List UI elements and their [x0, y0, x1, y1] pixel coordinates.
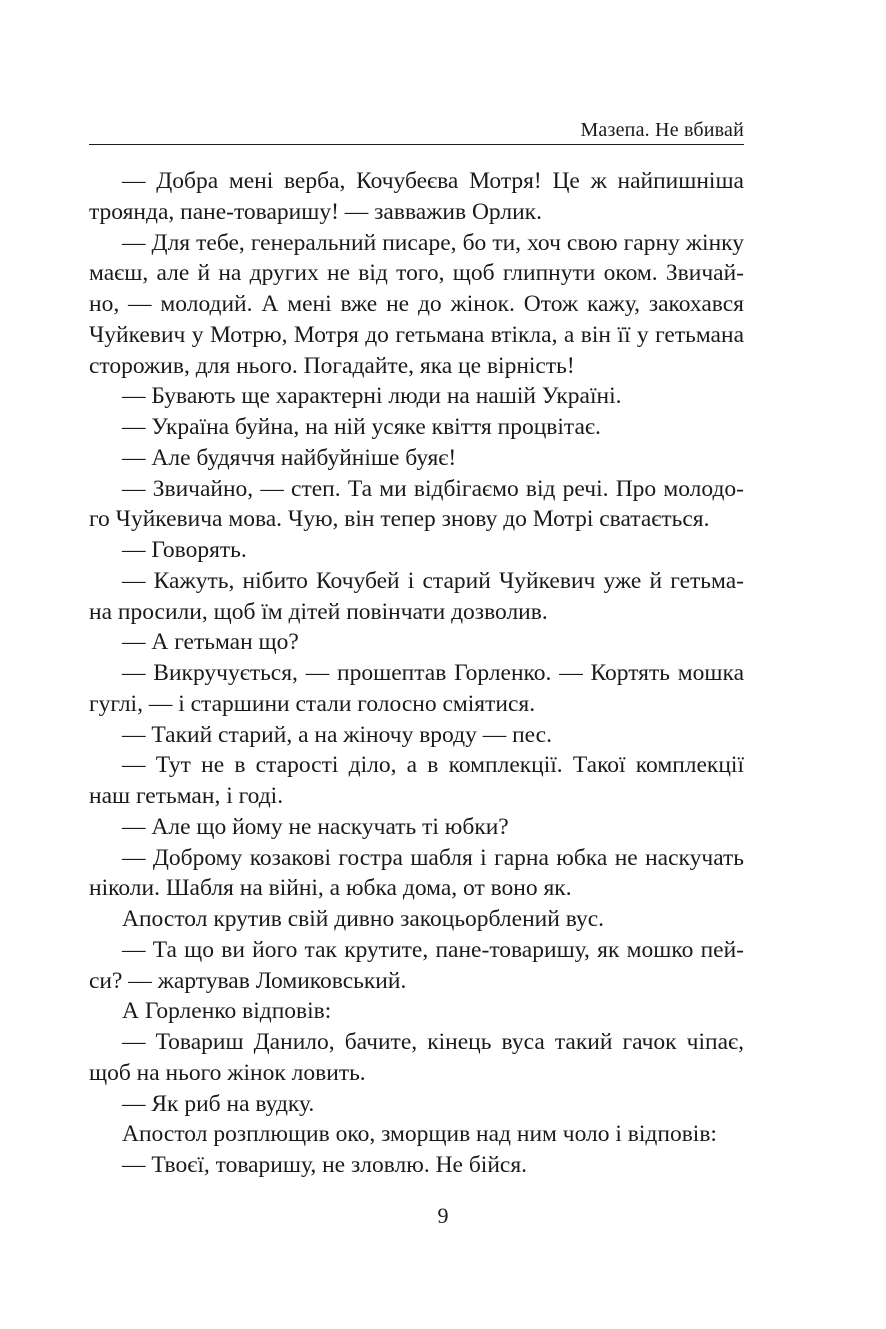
text-line: троянда, пане-товаришу! — завважив Орлик.	[89, 198, 542, 225]
text-line: — Та що ви його так крутите, пане-товаришу, як мошко пей-	[122, 936, 744, 963]
body-text	[89, 166, 744, 1181]
text-line: — Доброму козакові гостра шабля і гарна юбка не наскучать	[122, 844, 744, 871]
text-line: — Такий старий, а на жіночу вроду — пес.	[122, 721, 552, 748]
text-line: но, — молодий. А мені вже не до жінок. Отож кажу, закохався	[89, 291, 744, 317]
text-line: — Тут не в старості діло, а в комплекції. Такої комплекції	[122, 752, 744, 779]
page-number: 9	[437, 1203, 449, 1228]
text-line: Чуйкевич у Мотрю, Мотря до гетьмана втікла, а він її у гетьмана	[89, 321, 744, 348]
text-line: — Говорять.	[122, 537, 247, 563]
running-header	[89, 117, 744, 145]
text-line: си? — жартував Ломиковський.	[89, 967, 407, 994]
text-line: го Чуйкевича мова. Чую, він тепер знову до Мотрі сватається.	[89, 506, 710, 533]
text-line: сторожив, для нього. Погадайте, яка це вірність!	[89, 352, 575, 379]
text-line: — Звичайно, — степ. Та ми відбігаємо від речі. Про молодо-	[122, 475, 744, 502]
text-line: щоб на нього жінок ловить.	[89, 1059, 366, 1086]
text-line: А Горленко відповів:	[122, 998, 332, 1025]
running-header-title: Мазепа. Не вбивай	[580, 119, 744, 141]
text-line: маєш, але й на других не від того, щоб глипнути оком. Звичай-	[89, 260, 744, 287]
text-line: — Викручується, — прошептав Горленко. — Кортять мошка	[122, 660, 744, 686]
text-line: гуглі, — і старшини стали голосно сміятися.	[89, 690, 536, 717]
text-line: — Кажуть, нібито Кочубей і старий Чуйкевич уже й гетьма-	[122, 567, 744, 594]
text-line: наш гетьман, і годі.	[89, 783, 284, 809]
text-line: — Для тебе, генеральний писаре, бо ти, хоч свою гарну жінку	[122, 229, 744, 256]
text-line: — Товариш Данило, бачите, кінець вуса такий гачок чіпає,	[122, 1029, 744, 1055]
text-line: Апостол крутив свій дивно закоцьорблений вус.	[122, 906, 605, 932]
text-line: — Як риб на вудку.	[122, 1090, 315, 1117]
text-line: — А гетьман що?	[122, 629, 299, 656]
text-line: — Але що йому не наскучать ті юбки?	[122, 813, 509, 840]
text-line: Апостол розплющив око, зморщив над ним чоло і відповів:	[122, 1121, 717, 1148]
text-line: на просили, щоб їм дітей повінчати дозволив.	[89, 598, 548, 625]
text-line: — Україна буйна, на ній усяке квіття процвітає.	[122, 414, 601, 440]
text-line: — Бувають ще характерні люди на нашій Україні.	[122, 383, 622, 410]
text-line: — Твоєї, товаришу, не зловлю. Не бійся.	[122, 1152, 528, 1178]
text-line: — Але будяччя найбуйніше буяє!	[122, 444, 457, 471]
text-line: — Добра мені верба, Кочубеєва Мотря! Це ж найпишніша	[122, 168, 744, 194]
text-line: ніколи. Шабля на війні, а юбка дома, от воно як.	[89, 875, 572, 902]
